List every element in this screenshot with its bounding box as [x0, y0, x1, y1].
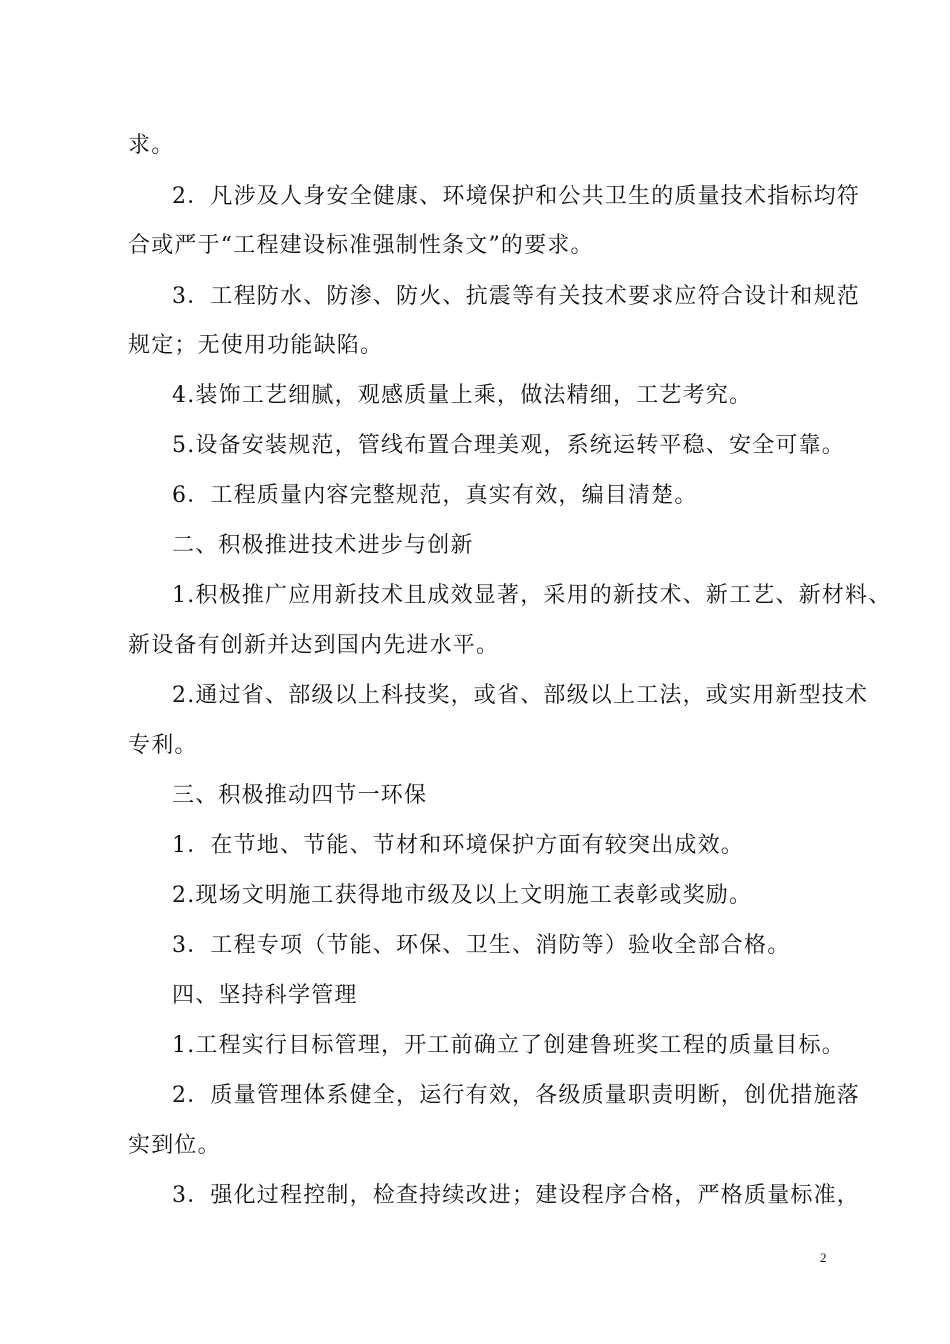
text-line-1: 求。	[128, 133, 175, 158]
text-line-21: 实到位。	[128, 1133, 221, 1158]
text-line-8: 6．工程质量内容完整规范，真实有效，编目清楚。	[172, 483, 698, 508]
text-line-22: 3．强化过程控制，检查持续改进；建设程序合格，严格质量标准，	[172, 1183, 860, 1208]
text-line-11: 新设备有创新并达到国内先进水平。	[128, 633, 500, 658]
text-line-20: 2．质量管理体系健全，运行有效，各级质量职责明断，创优措施落	[172, 1083, 860, 1108]
text-line-5: 规定；无使用功能缺陷。	[128, 333, 384, 358]
text-line-12: 2.通过省、部级以上科技奖，或省、部级以上工法，或实用新型技术	[172, 683, 869, 708]
text-line-2: 2．凡涉及人身安全健康、环境保护和公共卫生的质量技术指标均符	[172, 184, 860, 209]
section-heading-2: 二、积极推进技术进步与创新	[172, 533, 474, 558]
text-line-19: 1.工程实行目标管理，开工前确立了创建鲁班奖工程的质量目标。	[172, 1033, 845, 1058]
text-line-7: 5.设备安装规范，管线布置合理美观，系统运转平稳、安全可靠。	[172, 433, 845, 458]
section-heading-4: 四、坚持科学管理	[172, 983, 358, 1008]
text-line-6: 4.装饰工艺细腻，观感质量上乘，做法精细，工艺考究。	[172, 383, 753, 408]
text-line-4: 3．工程防水、防渗、防火、抗震等有关技术要求应符合设计和规范	[172, 284, 860, 309]
section-heading-3: 三、积极推动四节一环保	[172, 783, 428, 808]
text-line-15: 1．在节地、节能、节材和环境保护方面有较突出成效。	[172, 833, 744, 858]
text-line-3: 合或严于“工程建设标准强制性条文”的要求。	[128, 233, 594, 258]
text-line-16: 2.现场文明施工获得地市级及以上文明施工表彰或奖励。	[172, 883, 753, 908]
page-number: 2	[820, 1250, 827, 1265]
text-line-17: 3．工程专项（节能、环保、卫生、消防等）验收全部合格。	[172, 933, 791, 958]
text-line-13: 专利。	[128, 733, 198, 758]
text-line-10: 1.积极推广应用新技术且成效显著，采用的新技术、新工艺、新材料、	[172, 583, 892, 608]
